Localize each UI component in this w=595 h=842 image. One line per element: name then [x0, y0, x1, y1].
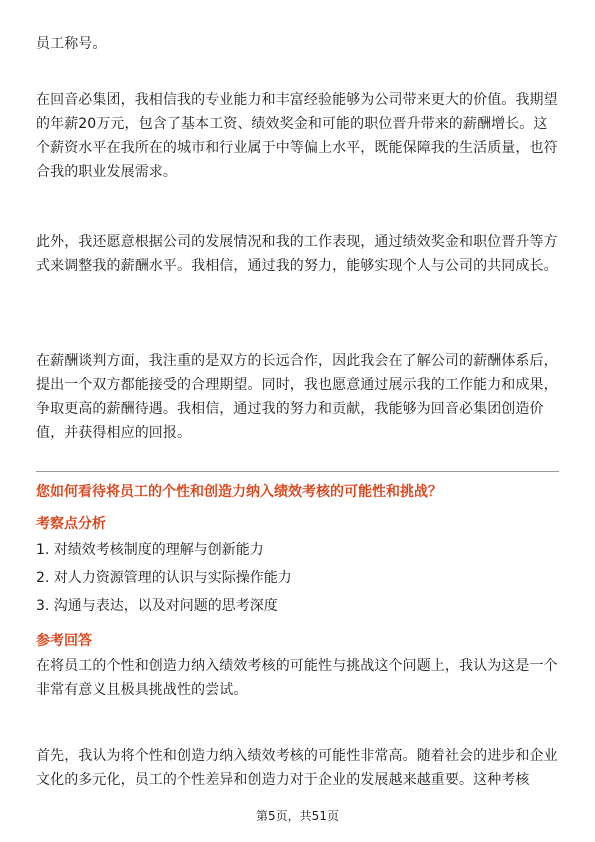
page-number: 第5页，共51页: [256, 809, 339, 823]
answer-paragraph-1: 在将员工的个性和创造力纳入绩效考核的可能性与挑战这个问题上，我认为这是一个非常有意义且极具挑战性的尝试。: [36, 658, 558, 698]
section-divider: [36, 471, 559, 472]
analysis-heading: 考察点分析: [36, 516, 106, 532]
analysis-point: 3. 沟通与表达，以及对问题的思考深度: [36, 598, 278, 614]
salary-paragraph-3: 在薪酬谈判方面，我注重的是双方的长远合作，因此我会在了解公司的薪酬体系后，提出一个双方都能接受的合理期望。同时，我也愿意通过展示我的工作能力和成果，争取更高的薪酬待遇。我相信，通过我的努力和贡献，我能够为回音必集团创造价值，并获得相应的回报。: [36, 353, 558, 441]
salary-paragraph-1: 在回音必集团，我相信我的专业能力和丰富经验能够为公司带来更大的价值。我期望的年薪20万元，包含了基本工资、绩效奖金和可能的职位晋升带来的薪酬增长。这个薪资水平在我所在的城市和行业属于中等偏上水平，既能保障我的生活质量，也符合我的职业发展需求。: [36, 92, 558, 180]
analysis-point: 1. 对绩效考核制度的理解与创新能力: [36, 542, 264, 558]
answer-heading: 参考回答: [36, 633, 92, 649]
intro-continuation: 员工称号。: [36, 36, 107, 52]
answer-paragraph-2: 首先，我认为将个性和创造力纳入绩效考核的可能性非常高。随着社会的进步和企业文化的多元化，员工的个性差异和创造力对于企业的发展越来越重要。这种考核: [36, 748, 558, 788]
salary-paragraph-2: 此外，我还愿意根据公司的发展情况和我的工作表现，通过绩效奖金和职位晋升等方式来调整我的薪酬水平。我相信，通过我的努力，能够实现个人与公司的共同成长。: [36, 234, 558, 274]
interview-question: 您如何看待将员工的个性和创造力纳入绩效考核的可能性和挑战？: [36, 484, 442, 500]
analysis-points-list: [36, 536, 559, 620]
analysis-point: 2. 对人力资源管理的认识与实际操作能力: [36, 570, 292, 586]
